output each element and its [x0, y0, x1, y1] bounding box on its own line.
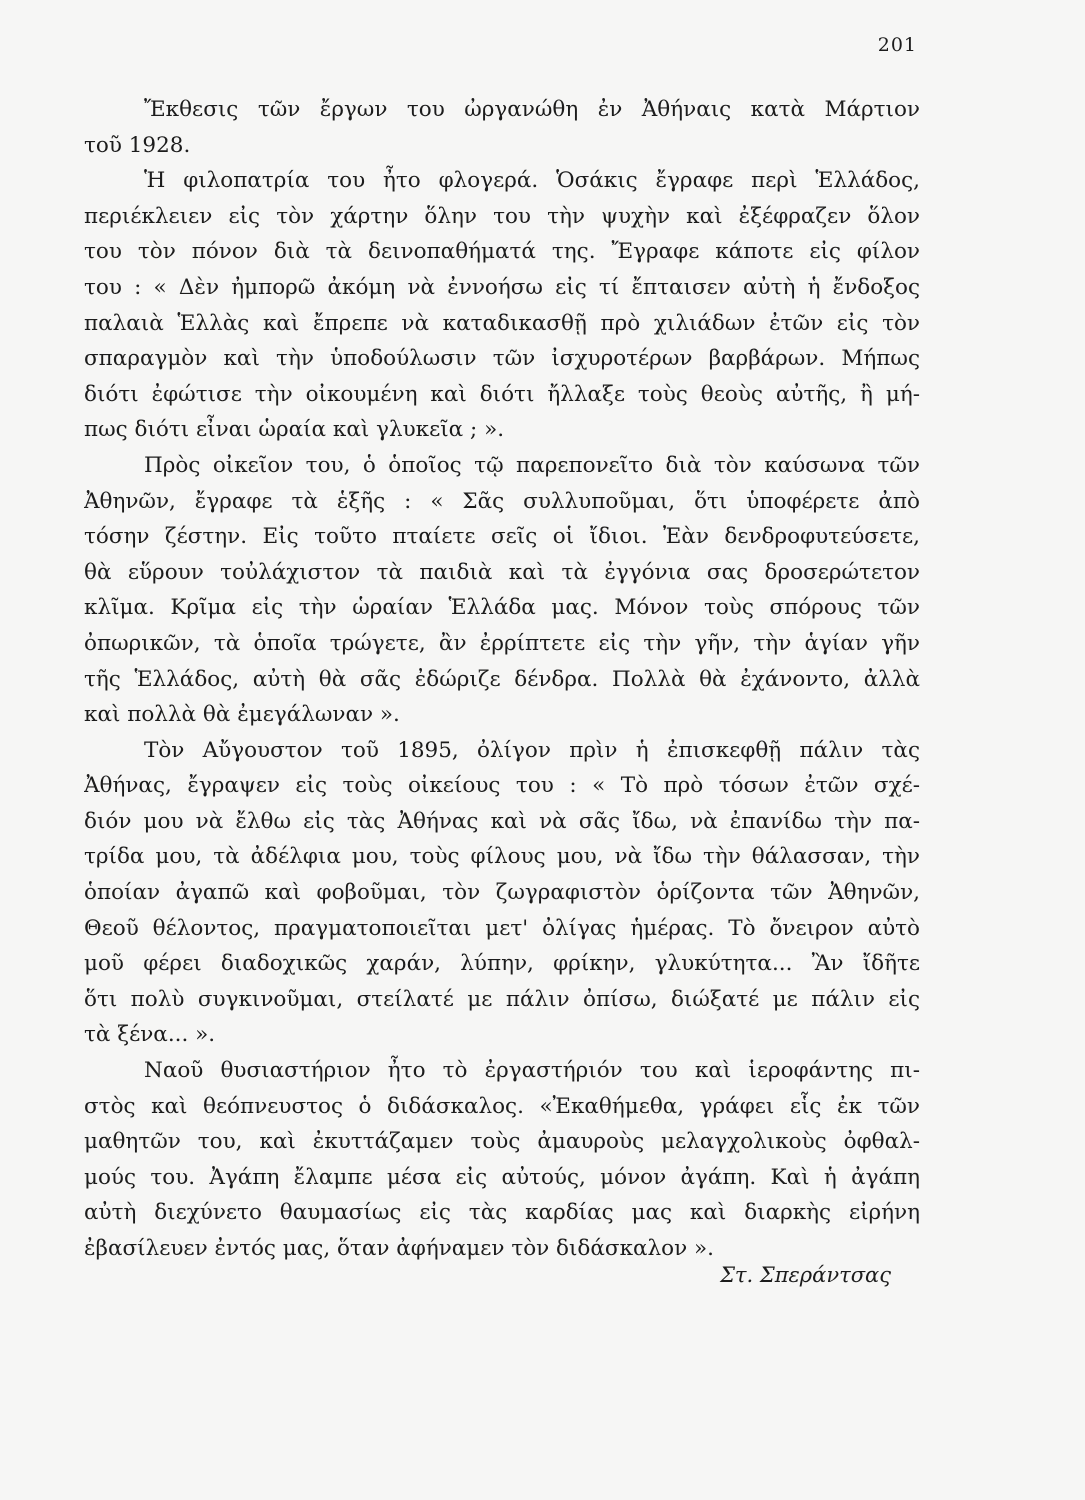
text-line: θὰ εὕρουν τοὐλάχιστον τὰ παιδιὰ καὶ τὰ ἐγγόνια σας δροσερώτετον: [84, 559, 920, 585]
page-number: 201: [877, 34, 917, 56]
text-line: διόν μου νὰ ἔλθω εἰς τὰς Ἀθήνας καὶ νὰ σᾶς ἴδω, νὰ ἐπανίδω τὴν πα-: [84, 808, 920, 834]
text-line: Ναοῦ θυσιαστήριον ἦτο τὸ ἐργαστήριόν του καὶ ἱεροφάντης πι-: [144, 1058, 920, 1084]
text-line: στὸς καὶ θεόπνευστος ὁ διδάσκαλος. «Ἐκαθήμεθα, γράφει εἷς ἐκ τῶν: [84, 1093, 920, 1119]
text-line: πως διότι εἶναι ὡραία καὶ γλυκεῖα ; ».: [84, 417, 505, 443]
text-line: Ἀθηνῶν, ἔγραφε τὰ ἑξῆς : « Σᾶς συλλυποῦμαι, ὅτι ὑποφέρετε ἀπὸ: [84, 488, 920, 514]
text-line: παλαιὰ Ἑλλὰς καὶ ἔπρεπε νὰ καταδικασθῇ πρὸ χιλιάδων ἐτῶν εἰς τὸν: [84, 310, 920, 336]
text-line: κλῖμα. Κρῖμα εἰς τὴν ὡραίαν Ἑλλάδα μας. Μόνον τοὺς σπόρους τῶν: [84, 595, 920, 621]
text-line: καὶ πολλὰ θὰ ἐμεγάλωναν ».: [84, 702, 400, 728]
text-line: μούς του. Ἀγάπη ἔλαμπε μέσα εἰς αὐτούς, μόνον ἀγάπη. Καὶ ἡ ἀγάπη: [84, 1164, 920, 1190]
text-line: περιέκλειεν εἰς τὸν χάρτην ὅλην του τὴν ψυχὴν καὶ ἐξέφραζεν ὅλον: [84, 203, 920, 229]
text-line: Πρὸς οἰκεῖον του, ὁ ὁποῖος τῷ παρεπονεῖτο διὰ τὸν καύσωνα τῶν: [144, 452, 920, 478]
text-line: τόσην ζέστην. Εἰς τοῦτο πταίετε σεῖς οἱ ἴδιοι. Ἐὰν δενδροφυτεύσετε,: [84, 524, 920, 550]
text-line: του : « Δὲν ἠμπορῶ ἀκόμη νὰ ἐννοήσω εἰς τί ἔπταισεν αὐτὴ ἡ ἔνδοξος: [84, 274, 920, 300]
text-line: αὐτὴ διεχύνετο θαυμασίως εἰς τὰς καρδίας μας καὶ διαρκὴς εἰρήνη: [84, 1200, 920, 1226]
text-line: διότι ἐφώτισε τὴν οἰκουμένη καὶ διότι ἤλλαξε τοὺς θεοὺς αὐτῆς, ἢ μή-: [84, 381, 920, 407]
text-line: ὅτι πολὺ συγκινοῦμαι, στείλατέ με πάλιν ὀπίσω, διώξατέ με πάλιν εἰς: [84, 986, 920, 1012]
text-line: τῆς Ἑλλάδος, αὐτὴ θὰ σᾶς ἐδώριζε δένδρα. Πολλὰ θὰ ἐχάνοντο, ἀλλὰ: [84, 666, 920, 692]
text-line: τοῦ 1928.: [84, 132, 191, 158]
text-line: Ἡ φιλοπατρία του ἦτο φλογερά. Ὁσάκις ἔγραφε περὶ Ἑλλάδος,: [144, 168, 920, 194]
text-line: Ἔκθεσις τῶν ἔργων του ὠργανώθη ἐν Ἀθήναις κατὰ Μάρτιον: [144, 97, 920, 122]
text-line: τὰ ξένα... ».: [84, 1022, 216, 1048]
text-line: ἐβασίλευεν ἐντός μας, ὅταν ἀφήναμεν τὸν διδάσκαλον ».: [84, 1236, 714, 1261]
text-line: του τὸν πόνον διὰ τὰ δεινοπαθήματά της. Ἔγραφε κάποτε εἰς φίλον: [84, 239, 920, 265]
body-text: [84, 92, 920, 1267]
text-line: τρίδα μου, τὰ ἀδέλφια μου, τοὺς φίλους μου, νὰ ἴδω τὴν θάλασσαν, τὴν: [84, 844, 920, 870]
text-line: ὁποίαν ἀγαπῶ καὶ φοβοῦμαι, τὸν ζωγραφιστὸν ὁρίζοντα τῶν Ἀθηνῶν,: [84, 880, 920, 906]
text-line: μοῦ φέρει διαδοχικῶς χαράν, λύπην, φρίκην, γλυκύτητα... Ἂν ἴδῆτε: [84, 951, 920, 977]
author-signature: Στ. Σπεράντσας: [720, 1263, 891, 1287]
text-line: Θεοῦ θέλοντος, πραγματοποιεῖται μετ' ὀλίγας ἡμέρας. Τὸ ὄνειρον αὐτὸ: [84, 915, 920, 941]
text-line: ὀπωρικῶν, τὰ ὁποῖα τρώγετε, ἂν ἐρρίπτετε εἰς τὴν γῆν, τὴν ἁγίαν γῆν: [84, 630, 920, 656]
text-line: σπαραγμὸν καὶ τὴν ὑποδούλωσιν τῶν ἰσχυροτέρων βαρβάρων. Μήπως: [84, 346, 920, 372]
text-line: μαθητῶν του, καὶ ἐκυττάζαμεν τοὺς ἀμαυροὺς μελαγχολικοὺς ὀφθαλ-: [84, 1129, 920, 1155]
text-line: Ἀθήνας, ἔγραψεν εἰς τοὺς οἰκείους του : « Τὸ πρὸ τόσων ἐτῶν σχέ-: [84, 773, 920, 799]
text-line: Τὸν Αὔγουστον τοῦ 1895, ὀλίγον πρὶν ἡ ἐπισκεφθῇ πάλιν τὰς: [144, 737, 920, 763]
